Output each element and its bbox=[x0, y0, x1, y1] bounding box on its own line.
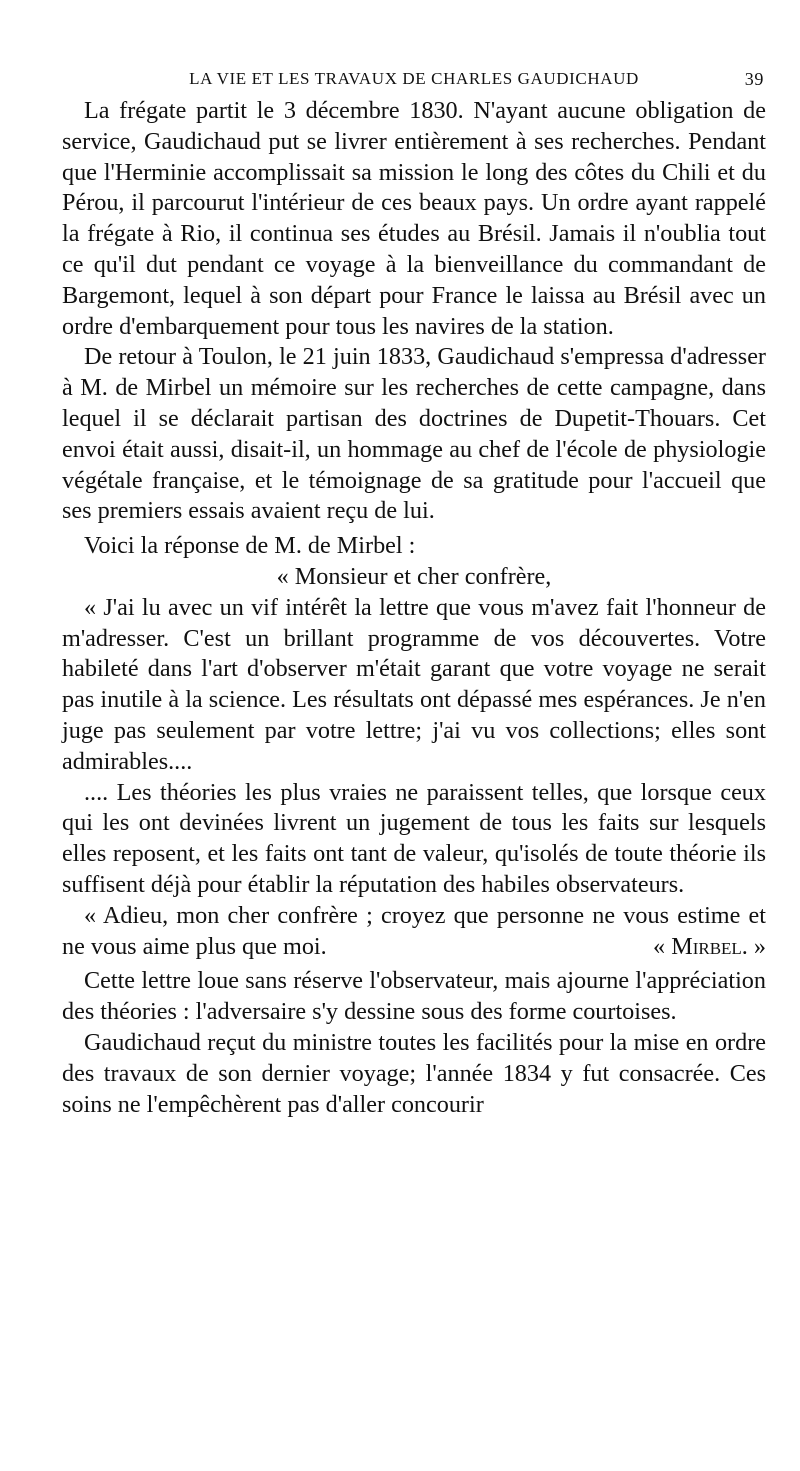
letter-closing-text: « Adieu, mon cher confrère ; croyez que personne ne vous estime et ne vous aime plus que moi. bbox=[62, 901, 766, 960]
body-text bbox=[62, 96, 766, 1120]
letter-paragraph-1: « J'ai lu avec un vif intérêt la lettre que vous m'avez fait l'honneur de m'adresser. C'est un brillant programme de vos découvertes. Votre habileté dans l'art d'observer m'était garant que votre voyage ne serait pas inutile à la science. Les résultats ont dépassé mes espérances. Je n'en juge pas seulement par votre lettre; j'ai vu vos collections; elles sont admirables.... bbox=[62, 593, 766, 775]
paragraph-commentary: Cette lettre loue sans réserve l'observateur, mais ajourne l'appréciation des théories : l'adversaire s'y dessine sous des forme courtoises. bbox=[62, 967, 766, 1026]
running-title: LA VIE ET LES TRAVAUX DE CHARLES GAUDICHAUD bbox=[189, 69, 639, 88]
paragraph-return-toulon: De retour à Toulon, le 21 juin 1833, Gaudichaud s'empressa d'adresser à M. de Mirbel un mémoire sur les recherches de cette campagne, dans lequel il se déclarait partisan des doctrines de Dupetit-Thouars. Cet envoi était aussi, disait-il, un hommage au chef de l'école de physiologie végétale française, et le témoignage de sa gratitude pour l'accueil que ses premiers essais avaient reçu de lui. bbox=[62, 343, 766, 525]
letter-paragraph-2: .... Les théories les plus vraies ne paraissent telles, que lorsque ceux qui les ont devinées livrent un jugement de tous les faits sur lesquels elles reposent, et les faits ont tant de valeur, qu'isolés de toute théorie ils suffisent déjà pour établir la réputation des habiles observateurs. bbox=[62, 778, 766, 898]
letter-signature: « Mirbel. » bbox=[653, 932, 766, 960]
running-header bbox=[62, 62, 766, 96]
letter-closing bbox=[62, 901, 766, 963]
book-page bbox=[62, 62, 766, 1120]
paragraph-1834: Gaudichaud reçut du ministre toutes les facilités pour la mise en ordre des travaux de son dernier voyage; l'année 1834 y fut consacrée. Ces soins ne l'empêchèrent pas d'aller concourir bbox=[62, 1028, 766, 1118]
page-number: 39 bbox=[744, 69, 764, 89]
paragraph-reply-intro: Voici la réponse de M. de Mirbel : bbox=[84, 532, 416, 560]
paragraph-voyage: La frégate partit le 3 décembre 1830. N'ayant aucune obligation de service, Gaudichaud put se livrer entièrement à ses recherches. Pendant que l'Herminie accomplissait sa mission le long des côtes du Chili et du Pérou, il parcourut l'intérieur de ces beaux pays. Un ordre ayant rappelé la frégate à Rio, il continua ses études au Brésil. Jamais il n'oublia tout ce qu'il dut pendant ce voyage à la bienveillance du commandant de Bargemont, lequel à son départ pour France le laissa au Brésil avec un ordre d'embarquement pour tous les navires de la station. bbox=[62, 97, 766, 340]
letter-salutation: « Monsieur et cher confrère, bbox=[276, 562, 552, 590]
